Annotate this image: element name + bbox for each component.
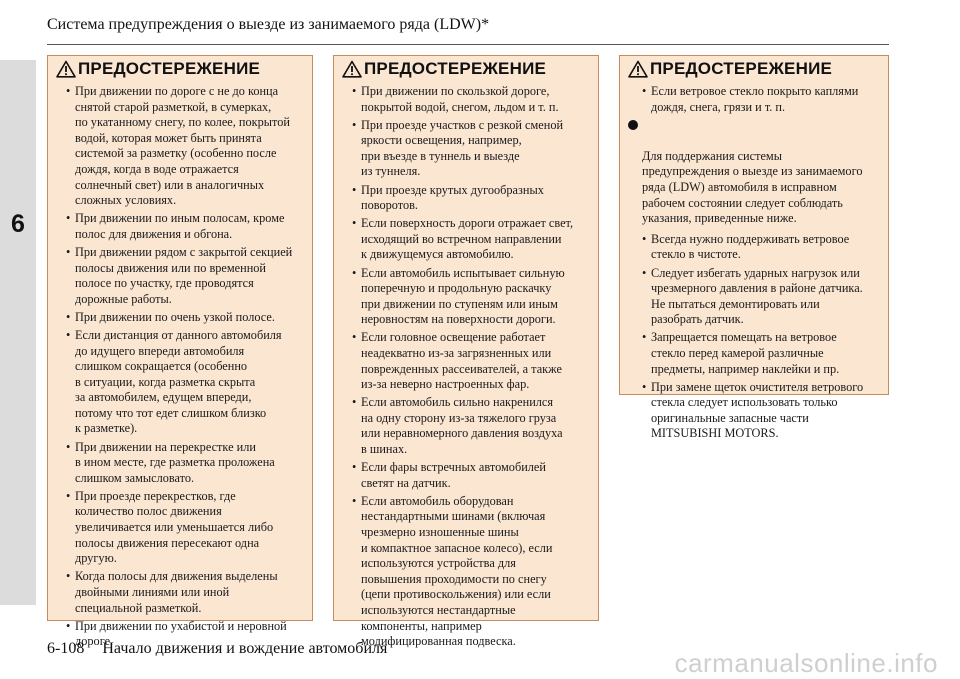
header-rule [47, 44, 889, 45]
list-item: • При движении по иным полосам, кроме полос для движения и обгона. [66, 211, 304, 242]
warning-box-title: ПРЕДОСТЕРЕЖЕНИЕ [78, 59, 261, 78]
list-item: • Если ветровое стекло покрыто каплями дождя, снега, грязи и т. п. [642, 84, 880, 115]
maintenance-note [628, 118, 880, 227]
list-item: • Если головное освещение работает неадекватно из-за загрязненных или поврежденных рассеивателей, а также из-за неверно настроенных фар. [352, 330, 590, 392]
warning-triangle-icon [56, 60, 76, 78]
warning-box-2 [333, 55, 599, 649]
list-item: • При движении по дороге с не до конца снятой старой разметкой, в сумерках, по укатанному снегу, по колее, покрытой водой, которая может быть принята системой за разметку (особенно после дождя, когда в воде отражается солнечный свет) или в аналогичных сложных условиях. [66, 84, 304, 209]
warning-triangle-icon [628, 60, 648, 78]
warning-box-header [620, 56, 888, 82]
list-item: • Если фары встречных автомобилей светят на датчик. [352, 460, 590, 491]
list-item: • При замене щеток очистителя ветрового стекла следует использовать только оригинальные запасные части MITSUBISHI MOTORS. [642, 380, 880, 442]
list-item: • Запрещается помещать на ветровое стекло перед камерой различные предметы, например наклейки и пр. [642, 330, 880, 377]
warning-triangle-icon [342, 60, 362, 78]
list-item: • Если дистанция от данного автомобиля до идущего впереди автомобиля слишком сокращается (особенно в ситуации, когда разметка скрыта за автомобилем, едущем впереди, потому что тот едет слишком близко к разметке). [66, 328, 304, 437]
chapter-side-tab [0, 60, 36, 605]
list-item: • Всегда нужно поддерживать ветровое стекло в чистоте. [642, 232, 880, 263]
warning-box-header [48, 56, 312, 82]
bullet-dot-icon [628, 120, 638, 130]
list-item: • При проезде перекрестков, где количество полос движения увеличивается или уменьшается либо полосы движения пересекают одна другую. [66, 489, 304, 567]
chapter-number: 6 [11, 210, 25, 238]
section-title: Начало движения и вождение автомобиля [102, 640, 388, 657]
warning-list [334, 82, 598, 650]
page-footer [47, 640, 387, 658]
list-item: • При движении на перекрестке или в ином месте, где разметка проложена слишком замысловато. [66, 440, 304, 487]
warning-box-title: ПРЕДОСТЕРЕЖЕНИЕ [364, 59, 547, 78]
warning-box-header [334, 56, 598, 82]
list-item: • При движении по ухабистой и неровной дороге. [66, 619, 304, 650]
maintenance-list [620, 230, 888, 442]
list-item: • Следует избегать ударных нагрузок или чрезмерного давления в районе датчика. Не пытаться демонтировать или разобрать датчик. [642, 266, 880, 328]
warning-box-3 [619, 55, 889, 441]
list-item: • Если поверхность дороги отражает свет, исходящий во встречном направлении к движущемуся автомобилю. [352, 216, 590, 263]
list-item: • При проезде крутых дугообразных поворотов. [352, 183, 590, 214]
list-item: • Если автомобиль сильно накренился на одну сторону из-за тяжелого груза или неравномерного давления воздуха в шинах. [352, 395, 590, 457]
warning-list [620, 82, 888, 115]
warning-list [48, 82, 312, 650]
warning-box-title: ПРЕДОСТЕРЕЖЕНИЕ [650, 59, 833, 78]
list-item: • Если автомобиль испытывает сильную поперечную и продольную раскачку при движении по ступеням или иным неровностям на поверхности дороги. [352, 266, 590, 328]
list-item: • При движении рядом с закрытой секцией полосы движения или по временной полосе по участку, где проводятся дорожные работы. [66, 245, 304, 307]
page-number: 6-108 [47, 640, 85, 657]
page-header: Система предупреждения о выезде из занимаемого ряда (LDW)* [47, 16, 490, 33]
list-item: • При движении по скользкой дороге, покрытой водой, снегом, льдом и т. п. [352, 84, 590, 115]
list-item: • Если автомобиль оборудован нестандартными шинами (включая чрезмерно изношенные шины и компактное запасное колесо), если используются устройства для повышения проходимости по снегу (цепи противоскольжения) или если используются нестандартные компоненты, например модифицированная подвеска. [352, 494, 590, 650]
watermark: carmanualsonline.info [674, 648, 938, 678]
list-item: • Когда полосы для движения выделены двойными линиями или иной специальной разметкой. [66, 569, 304, 616]
maintenance-note-text: Для поддержания системы предупреждения о выезде из занимаемого ряда (LDW) автомобиля в исправном рабочем состоянии следует соблюдать указания, приведенные ниже. [642, 148, 863, 226]
list-item: • При движении по очень узкой полосе. [66, 310, 304, 326]
list-item: • При проезде участков с резкой сменой яркости освещения, например, при въезде в туннель и выезде из туннеля. [352, 118, 590, 180]
